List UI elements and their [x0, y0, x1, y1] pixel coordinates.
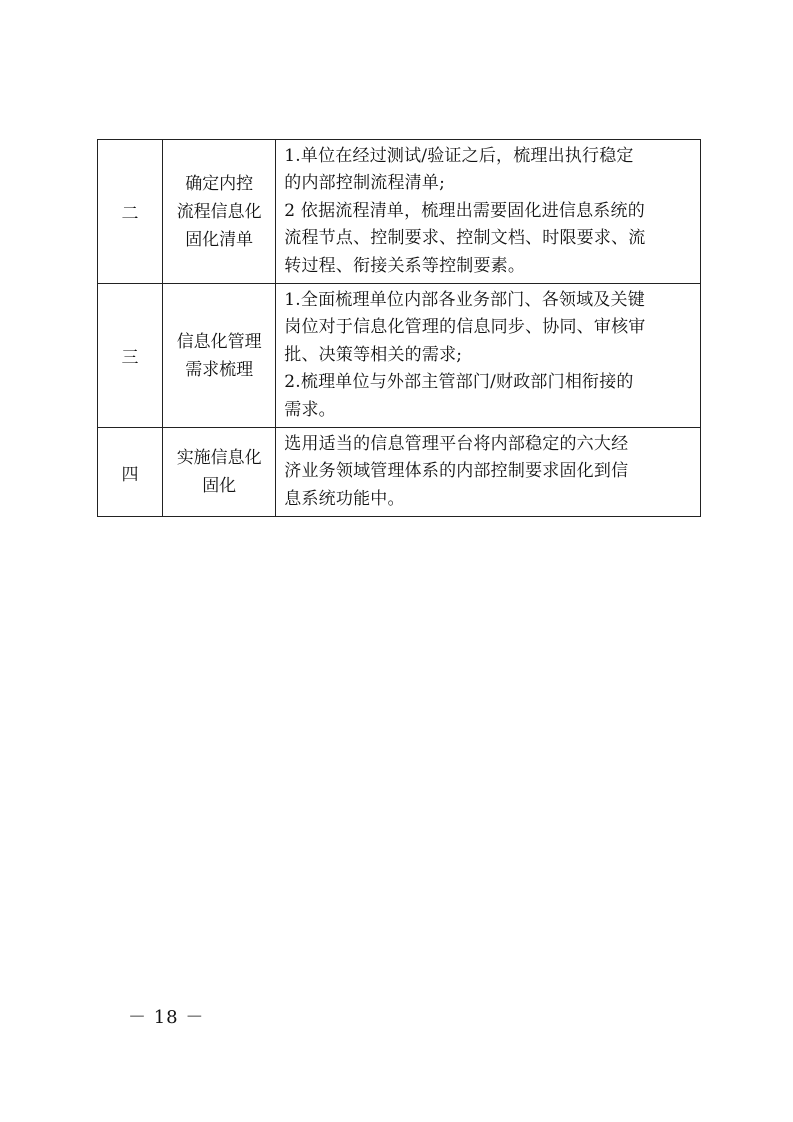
- table-row: [98, 428, 701, 517]
- row-number: 二: [121, 204, 139, 225]
- row-name-line: 实施信息化: [176, 448, 262, 469]
- table-row: [98, 140, 701, 284]
- row-description-line: 息系统功能中。: [284, 488, 405, 509]
- row-description-line: 2 依据流程清单，梳理出需要固化进信息系统的: [284, 200, 645, 221]
- row-number-cell: [98, 140, 163, 284]
- row-description-line: 2.梳理单位与外部主管部门/财政部门相衔接的: [284, 372, 634, 393]
- row-name-line: 固化清单: [185, 229, 254, 250]
- process-table: [97, 139, 701, 517]
- table-row: [98, 284, 701, 428]
- row-description-line: 转过程、衔接关系等控制要素。: [284, 255, 526, 276]
- row-description-line: 批、决策等相关的需求;: [284, 344, 463, 365]
- row-description-cell: [276, 428, 701, 517]
- row-name-cell: [163, 428, 276, 517]
- row-name-cell: [163, 284, 276, 428]
- row-name-line: 需求梳理: [185, 359, 254, 380]
- row-number-cell: [98, 428, 163, 517]
- row-description-line: 需求。: [284, 399, 336, 420]
- row-name-cell: [163, 140, 276, 284]
- row-description-cell: [276, 284, 701, 428]
- row-description-line: 济业务领域管理体系的内部控制要求固化到信: [284, 461, 629, 482]
- row-number-cell: [98, 284, 163, 428]
- row-name-line: 固化: [202, 476, 237, 497]
- page-number: － 18 －: [128, 1007, 205, 1028]
- row-description-cell: [276, 140, 701, 284]
- row-number: 四: [121, 464, 139, 485]
- row-number: 三: [121, 348, 139, 369]
- row-name-line: 确定内控: [185, 173, 254, 194]
- row-description-line: 的内部控制流程清单;: [284, 173, 446, 194]
- row-name-line: 流程信息化: [176, 201, 262, 222]
- row-description-line: 1.单位在经过测试/验证之后，梳理出执行稳定: [284, 146, 634, 166]
- row-description-line: 流程节点、控制要求、控制文档、时限要求、流: [284, 228, 646, 249]
- row-description-line: 岗位对于信息化管理的信息同步、协同、审核审: [284, 317, 646, 338]
- row-name-line: 信息化管理: [176, 331, 262, 352]
- row-description-line: 选用适当的信息管理平台将内部稳定的六大经: [284, 434, 629, 455]
- row-description-line: 1.全面梳理单位内部各业务部门、各领域及关键: [284, 290, 645, 311]
